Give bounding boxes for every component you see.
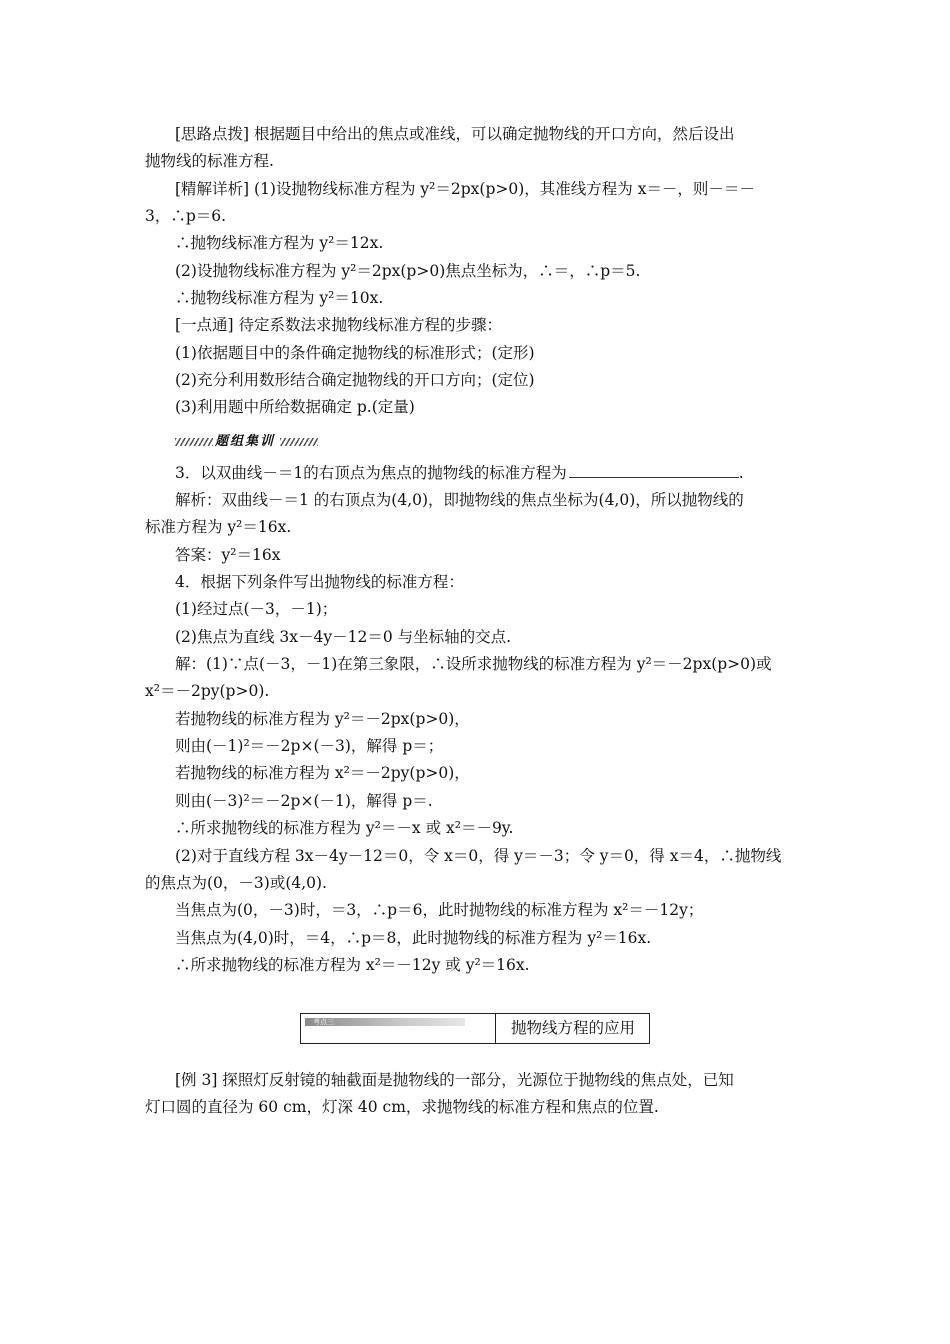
question-end: . (738, 464, 744, 482)
text-line: ∴抛物线标准方程为 y²＝10x. (175, 289, 384, 307)
text-line: [例 3] 探照灯反射镜的轴截面是抛物线的一部分，光源位于抛物线的焦点处，已知 (175, 1071, 734, 1089)
question-line (175, 463, 810, 483)
text-line: (2)焦点为直线 3x－4y－12＝0 与坐标轴的交点. (175, 628, 512, 646)
text-line: ∴所求抛物线的标准方程为 x²＝－12y 或 y²＝16x. (175, 956, 530, 974)
text-line: 抛物线的标准方程. (145, 152, 274, 170)
answer-blank (569, 463, 739, 478)
text-line: [思路点拨] 根据题目中给出的焦点或准线，可以确定抛物线的开口方向，然后设出 (175, 125, 735, 143)
section-banner (175, 434, 325, 450)
text-line: (2)充分利用数形结合确定抛物线的开口方向；(定位) (175, 371, 535, 389)
section-heading-box (300, 1013, 650, 1044)
text-line: 若抛物线的标准方程为 y²＝－2px(p>0)， (175, 710, 470, 728)
banner-label: 题组集训 (215, 434, 276, 449)
text-line: 则由(－1)²＝－2p×(－3)，解得 p＝； (175, 737, 444, 755)
text-line: 当焦点为(0，－3)时，＝3，∴p＝6，此时抛物线的标准方程为 x²＝－12y； (175, 901, 704, 919)
text-line: ∴抛物线标准方程为 y²＝12x. (175, 234, 384, 252)
text-line: (2)设抛物线标准方程为 y²＝2px(p>0)焦点坐标为，∴＝，∴p＝5. (175, 262, 641, 280)
text-line: (3)利用题中所给数据确定 p.(定量) (175, 398, 415, 416)
text-line: x²＝－2py(p>0). (145, 682, 270, 700)
text-line: 灯口圆的直径为 60 cm，灯深 40 cm，求抛物线的标准方程和焦点的位置. (145, 1098, 659, 1116)
text-line: 若抛物线的标准方程为 x²＝－2py(p>0)， (175, 764, 470, 782)
text-line: 当焦点为(4,0)时，＝4，∴p＝8，此时抛物线的标准方程为 y²＝16x. (175, 929, 652, 947)
text-line: 的焦点为(0，－3)或(4,0). (145, 874, 327, 892)
divider (495, 1014, 496, 1043)
hatch-decoration (280, 438, 318, 446)
hatch-decoration (175, 438, 213, 446)
text-line: (2)对于直线方程 3x－4y－12＝0，令 x＝0，得 y＝－3；令 y＝0，得 x＝4，∴抛物线 (175, 847, 782, 865)
text-line: (1)经过点(－3，－1)； (175, 600, 338, 618)
text-line: (1)依据题目中的条件确定抛物线的标准形式；(定形) (175, 344, 535, 362)
text-line: 则由(－3)²＝－2p×(－1)，解得 p＝. (175, 792, 433, 810)
text-line: 答案：y²＝16x (175, 546, 281, 564)
section-tag: 考点三 (305, 1018, 465, 1026)
section-title: 抛物线方程的应用 (510, 1019, 635, 1037)
text-line: 4．根据下列条件写出抛物线的标准方程： (175, 573, 464, 591)
text-line: 3，∴p＝6. (145, 207, 227, 225)
text-line: 解：(1)∵点(－3，－1)在第三象限，∴设所求抛物线的标准方程为 y²＝－2px(p>0)或 (175, 655, 772, 673)
question-text: 3．以双曲线－＝1的右顶点为焦点的抛物线的标准方程为 (175, 464, 567, 482)
text-line: 标准方程为 y²＝16x. (145, 518, 292, 536)
text-line: ∴所求抛物线的标准方程为 y²＝－x 或 x²＝－9y. (175, 819, 514, 837)
text-line: [精解详析] (1)设抛物线标准方程为 y²＝2px(p>0)，其准线方程为 x＝－，则－＝－ (175, 180, 755, 198)
text-line: 解析：双曲线－＝1 的右顶点为(4,0)，即抛物线的焦点坐标为(4,0)，所以抛物线的 (175, 491, 744, 509)
text-line: [一点通] 待定系数法求抛物线标准方程的步骤： (175, 316, 503, 334)
